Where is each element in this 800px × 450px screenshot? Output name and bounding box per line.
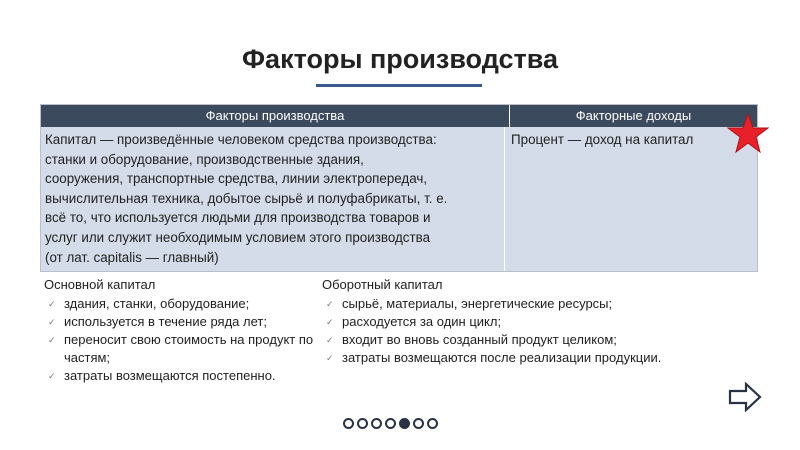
list-item <box>44 367 314 385</box>
capital-definition-line: (от лат. capitalis — главный) <box>45 249 219 265</box>
list-item <box>322 313 682 331</box>
pagination-dot-active[interactable] <box>399 418 410 429</box>
list-item <box>44 313 314 331</box>
list-item-text: расходуется за один цикл; <box>342 314 502 329</box>
working-capital-heading: Оборотный капитал <box>322 277 443 292</box>
pagination-dot[interactable] <box>427 418 438 429</box>
checkmark-icon: ✓ <box>326 317 334 327</box>
star-icon <box>727 113 769 155</box>
capital-definition-line: всё то, что используется людьми для производства товаров и <box>45 210 431 226</box>
pagination-dot[interactable] <box>371 418 382 429</box>
table-row <box>41 127 757 271</box>
income-cell: Процент — доход на капитал <box>511 132 694 147</box>
factors-table <box>40 104 758 272</box>
list-item <box>322 349 682 367</box>
list-item <box>44 295 314 313</box>
fixed-capital-heading: Основной капитал <box>44 277 156 292</box>
checkmark-icon: ✓ <box>48 299 56 309</box>
working-capital-list <box>322 295 682 367</box>
capital-definition-cell <box>41 127 505 271</box>
pagination-dot[interactable] <box>343 418 354 429</box>
pagination-dot[interactable] <box>385 418 396 429</box>
header-factors: Факторы производства <box>41 105 510 127</box>
capital-definition-line: сооружения, транспортные средства, линии электропередач, <box>45 171 428 187</box>
checkmark-icon: ✓ <box>48 335 56 345</box>
fixed-capital-list <box>44 295 314 385</box>
header-income: Факторные доходы <box>575 108 692 123</box>
title-underline <box>316 84 482 87</box>
list-item <box>322 331 682 349</box>
checkmark-icon: ✓ <box>326 299 334 309</box>
fixed-capital-section <box>44 276 314 385</box>
checkmark-icon: ✓ <box>326 353 334 363</box>
next-slide-arrow-icon[interactable] <box>728 382 762 412</box>
checkmark-icon: ✓ <box>326 335 334 345</box>
slide-title: Факторы производства <box>242 44 558 74</box>
capital-definition-line: вычислительная техника, добытое сырьё и полуфабрикаты, т. е. <box>45 190 448 206</box>
capital-definition-line: Капитал — произведённые человеком средства производства: <box>45 132 437 147</box>
list-item <box>322 295 682 313</box>
list-item-text: переносит свою стоимость на продукт по частям; <box>64 332 314 365</box>
checkmark-icon: ✓ <box>48 317 56 327</box>
list-item-text: используется в течение ряда лет; <box>64 314 267 329</box>
working-capital-section <box>322 276 682 367</box>
list-item-text: входит во вновь созданный продукт целиком; <box>342 332 617 347</box>
list-item-text: затраты возмещаются после реализации продукции. <box>342 350 662 365</box>
capital-definition-line: услуг или служит необходимым условием этого производства <box>45 229 431 245</box>
checkmark-icon: ✓ <box>48 371 56 381</box>
list-item-text: здания, станки, оборудование; <box>64 296 250 311</box>
capital-definition-line: станки и оборудование, производственные здания, <box>45 151 364 167</box>
list-item-text: сырьё, материалы, энергетические ресурсы; <box>342 296 613 311</box>
list-item-text: затраты возмещаются постепенно. <box>64 368 276 383</box>
list-item <box>44 331 314 367</box>
slide-pagination <box>343 418 438 429</box>
pagination-dot[interactable] <box>357 418 368 429</box>
table-header-row <box>41 105 757 127</box>
pagination-dot[interactable] <box>413 418 424 429</box>
